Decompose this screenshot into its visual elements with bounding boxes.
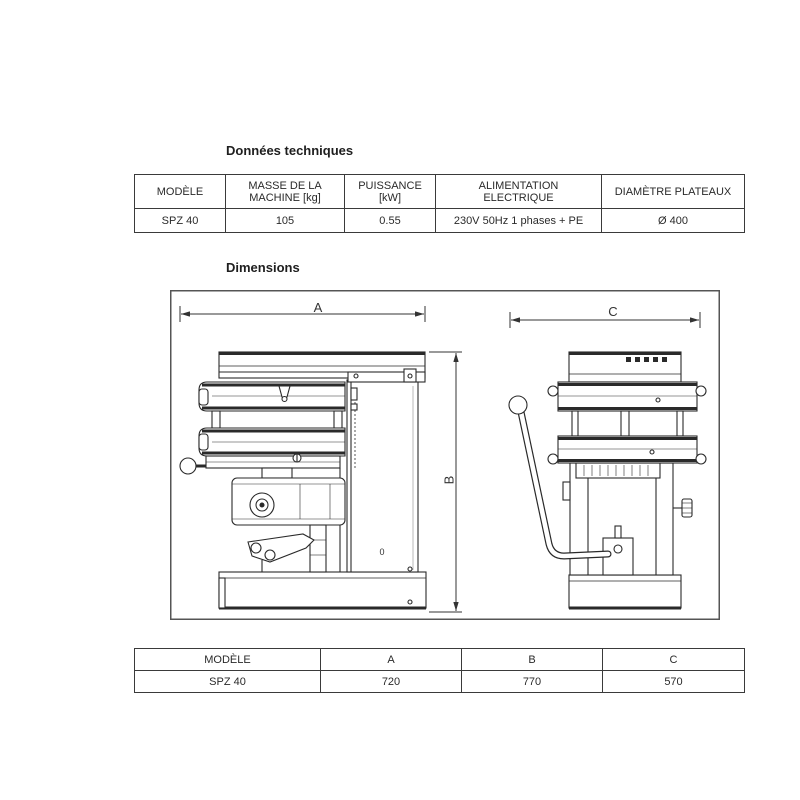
machine-column — [340, 380, 418, 572]
column-header-b: B — [462, 649, 603, 671]
cell-model: SPZ 40 — [135, 671, 321, 693]
column-header-power: PUISSANCE [kW] — [345, 175, 436, 209]
lower-plate-knob — [293, 454, 301, 462]
machine-top-head — [219, 352, 425, 382]
technical-data-heading: Données techniques — [226, 143, 354, 158]
dimension-label-c: C — [608, 304, 618, 319]
dimensions-heading: Dimensions — [226, 260, 300, 275]
front-base — [569, 575, 681, 608]
table-header-row — [135, 649, 745, 671]
front-handle-ball — [509, 396, 527, 414]
front-lower-plate — [548, 436, 706, 464]
cell-machine-mass: 105 — [226, 209, 345, 233]
cell-dimension-b: 770 — [462, 671, 603, 693]
column-header-power-supply: ALIMENTATION ELECTRIQUE — [436, 175, 602, 209]
column-header-a: A — [321, 649, 462, 671]
cell-dimension-c: 570 — [603, 671, 745, 693]
machine-base — [219, 572, 426, 608]
dimensions-table — [134, 648, 745, 693]
table-row — [135, 671, 745, 693]
column-marking: 0 — [379, 547, 385, 557]
column-header-c: C — [603, 649, 745, 671]
cell-power: 0.55 — [345, 209, 436, 233]
column-header-plate-diameter: DIAMÈTRE PLATEAUX — [602, 175, 745, 209]
table-header-row — [135, 175, 745, 209]
cell-dimension-a: 720 — [321, 671, 462, 693]
upper-plate — [199, 382, 345, 411]
lower-plate — [199, 428, 345, 456]
front-upper-plate — [548, 382, 706, 411]
table-row — [135, 209, 745, 233]
technical-data-table — [134, 174, 745, 233]
column-header-model: MODÈLE — [135, 175, 226, 209]
dimension-label-a: A — [313, 300, 323, 315]
front-top-head — [569, 352, 681, 382]
cell-power-supply: 230V 50Hz 1 phases + PE — [436, 209, 602, 233]
cell-model: SPZ 40 — [135, 209, 226, 233]
column-header-machine-mass: MASSE DE LA MACHINE [kg] — [226, 175, 345, 209]
cell-plate-diameter: Ø 400 — [602, 209, 745, 233]
dimensions-drawing — [170, 290, 720, 620]
gear-housing — [232, 478, 345, 525]
lower-support-post — [310, 525, 326, 572]
column-header-model: MODÈLE — [135, 649, 321, 671]
dimension-label-b: B — [441, 475, 457, 485]
